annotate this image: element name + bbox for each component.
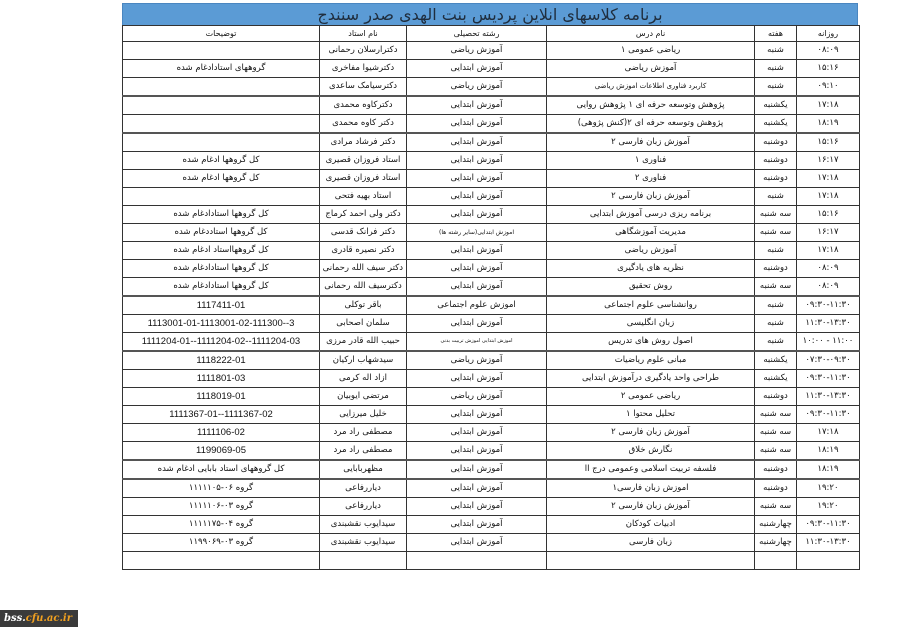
cell-time: ۱۵:۱۶ xyxy=(797,206,860,224)
cell-day: دوشنبه xyxy=(755,170,797,188)
cell-notes xyxy=(123,133,320,152)
cell-instructor: استاد بهیه فتحی xyxy=(320,188,407,206)
cell-day: شنبه xyxy=(755,315,797,333)
page-title: برنامه کلاسهای انلاین پردیس بنت الهدی صدر سنندج xyxy=(122,3,858,25)
cell-time: ۰۹:۳۰-۱۱:۳۰ xyxy=(797,406,860,424)
table-row xyxy=(123,460,860,479)
cell-field: آموزش ابتدایی xyxy=(407,460,547,479)
cell-notes: کل گروهها استاددغام شده xyxy=(123,224,320,242)
cell-instructor: باقر توکلی xyxy=(320,296,407,315)
cell-notes: گروه ۰۳-۱۱۱۱۱۰۶ xyxy=(123,498,320,516)
table-row xyxy=(123,406,860,424)
cell-day: شنبه xyxy=(755,296,797,315)
cell-instructor: مصطفی راد مرد xyxy=(320,424,407,442)
table-row xyxy=(123,370,860,388)
cell-course: فناوری ۲ xyxy=(547,170,755,188)
cell-instructor: مرتضی ایوبیان xyxy=(320,388,407,406)
cell-field: آموزش ابتدایی xyxy=(407,260,547,278)
table-row xyxy=(123,242,860,260)
cell-time: ۱۷:۱۸ xyxy=(797,96,860,115)
table-row xyxy=(123,442,860,461)
cell-course: زبان فارسی xyxy=(547,534,755,552)
cell-day: دوشنبه xyxy=(755,460,797,479)
cell-day: سه شنبه xyxy=(755,498,797,516)
cell-instructor: دکتر فرشاد مرادی xyxy=(320,133,407,152)
cell-course: ریاضی عمومی ۲ xyxy=(547,388,755,406)
cell-instructor: دکتر فرانک قدسی xyxy=(320,224,407,242)
table-row xyxy=(123,133,860,152)
cell-day: سه شنبه xyxy=(755,224,797,242)
cell-field: آموزش ابتدایی xyxy=(407,442,547,461)
cell-instructor: دیاررفاعی xyxy=(320,479,407,498)
cell-notes: 1111106-02 xyxy=(123,424,320,442)
cell-field: آموزش ریاضی xyxy=(407,78,547,97)
cell-instructor: دکتر سیف الله رحمانی xyxy=(320,260,407,278)
cell-course: اموزش زبان فارسی۱ xyxy=(547,479,755,498)
cell-time: ۰۷:۳۰-۰۹:۳۰ xyxy=(797,351,860,370)
cell-field: آموزش ابتدایی xyxy=(407,516,547,534)
cell-day: یکشنبه xyxy=(755,96,797,115)
cell-course: آموزش زبان فارسی ۲ xyxy=(547,498,755,516)
header-notes: توضیحات xyxy=(123,26,320,42)
cell-instructor: مظهربابایی xyxy=(320,460,407,479)
cell-notes: 1111367-01--1111367-02 xyxy=(123,406,320,424)
cell-instructor: دکترکاوه محمدی xyxy=(320,96,407,115)
cell-notes: 1118222-01 xyxy=(123,351,320,370)
cell-time: ۱۶:۱۷ xyxy=(797,152,860,170)
cell-field: آموزش ابتدایی xyxy=(407,133,547,152)
header-time: روزانه xyxy=(797,26,860,42)
table-row xyxy=(123,224,860,242)
cell-course: برنامه ریزی درسی آموزش ابتدایی xyxy=(547,206,755,224)
cell-day xyxy=(755,552,797,570)
cell-course: آموزش ریاضی xyxy=(547,60,755,78)
cell-day: چهارشنبه xyxy=(755,534,797,552)
watermark-part2: cfu.ac.ir xyxy=(25,613,72,624)
cell-instructor: دکترشیوا مفاخری xyxy=(320,60,407,78)
table-row xyxy=(123,78,860,97)
cell-time: ۱۶:۱۷ xyxy=(797,224,860,242)
cell-time: ۱۵:۱۶ xyxy=(797,60,860,78)
cell-day: سه شنبه xyxy=(755,442,797,461)
cell-course: پژوهش وتوسعه حرفه ای ۲(کنش پژوهی) xyxy=(547,115,755,134)
cell-field: آموزش ابتدایی xyxy=(407,479,547,498)
header-row xyxy=(123,26,860,42)
cell-time: ۰۹:۱۰ xyxy=(797,78,860,97)
table-row xyxy=(123,424,860,442)
cell-course: فناوری ۱ xyxy=(547,152,755,170)
table-row xyxy=(123,96,860,115)
cell-instructor: سلمان اصحابی xyxy=(320,315,407,333)
cell-time: ۱۰:۰۰ - ۱۱:۰۰ xyxy=(797,333,860,352)
table-row xyxy=(123,115,860,134)
cell-time: ۰۸:۰۹ xyxy=(797,42,860,60)
cell-time: ۱۸:۱۹ xyxy=(797,460,860,479)
cell-course xyxy=(547,552,755,570)
cell-day: دوشنبه xyxy=(755,260,797,278)
header-course: نام درس xyxy=(547,26,755,42)
table-row xyxy=(123,170,860,188)
cell-instructor: مصطفی راد مرد xyxy=(320,442,407,461)
cell-day: یکشنبه xyxy=(755,115,797,134)
cell-field: آموزش ابتدایی xyxy=(407,242,547,260)
cell-course: روش تحقیق xyxy=(547,278,755,297)
cell-field: آموزش ابتدایی xyxy=(407,206,547,224)
site-watermark xyxy=(0,610,78,627)
cell-instructor: حبیب الله قادر مرزی xyxy=(320,333,407,352)
header-day: هفته xyxy=(755,26,797,42)
cell-notes: 1111801-03 xyxy=(123,370,320,388)
cell-notes: گروه ۰۴-۱۱۱۱۱۷۵ xyxy=(123,516,320,534)
cell-field: آموزش ابتدایی xyxy=(407,370,547,388)
cell-notes: گروه ۰۳-۱۱۹۹۰۶۹ xyxy=(123,534,320,552)
cell-instructor: سیدایوب نقشبندی xyxy=(320,516,407,534)
cell-course: کاربرد فناوری اطلاعات اموزش ریاضی xyxy=(547,78,755,97)
cell-instructor: خلیل میرزایی xyxy=(320,406,407,424)
cell-day: سه شنبه xyxy=(755,406,797,424)
cell-notes: کل گروهها استادادغام شده xyxy=(123,278,320,297)
cell-field: آموزش ابتدایی xyxy=(407,406,547,424)
cell-field: آموزش ریاضی xyxy=(407,388,547,406)
watermark-part1: bss. xyxy=(4,613,26,624)
cell-day: دوشنبه xyxy=(755,152,797,170)
cell-course: آموزش زبان فارسی ۲ xyxy=(547,133,755,152)
cell-field: آموزش ریاضی xyxy=(407,351,547,370)
table-row xyxy=(123,552,860,570)
cell-course: پژوهش وتوسعه حرفه ای ۱ پژوهش روایی xyxy=(547,96,755,115)
cell-course: روانشناسی علوم اجتماعی xyxy=(547,296,755,315)
table-row xyxy=(123,534,860,552)
cell-instructor: دکتر کاوه محمدی xyxy=(320,115,407,134)
cell-field: آموزش ابتدایی xyxy=(407,152,547,170)
cell-notes xyxy=(123,552,320,570)
cell-notes: 1199069-05 xyxy=(123,442,320,461)
cell-day: سه شنبه xyxy=(755,278,797,297)
cell-notes: کل گروهها استادادغام شده xyxy=(123,206,320,224)
cell-field: آموزش ابتدایی xyxy=(407,96,547,115)
cell-instructor xyxy=(320,552,407,570)
cell-notes: 1113001-01-1113001-02-111300--3 xyxy=(123,315,320,333)
schedule-sheet xyxy=(122,3,858,570)
cell-notes xyxy=(123,115,320,134)
cell-instructor: دکترسیامک ساعدی xyxy=(320,78,407,97)
table-row xyxy=(123,42,860,60)
table-row xyxy=(123,152,860,170)
cell-course: تحلیل محتوا ۱ xyxy=(547,406,755,424)
cell-time: ۰۸:۰۹ xyxy=(797,260,860,278)
cell-time: ۱۷:۱۸ xyxy=(797,170,860,188)
cell-instructor: سیدشهاب ارکیان xyxy=(320,351,407,370)
table-row xyxy=(123,206,860,224)
cell-notes xyxy=(123,96,320,115)
cell-instructor: استاد فروزان قصیری xyxy=(320,170,407,188)
cell-day: شنبه xyxy=(755,42,797,60)
cell-notes xyxy=(123,42,320,60)
cell-instructor: دکتر نصیره قادری xyxy=(320,242,407,260)
cell-course: ریاضی عمومی ۱ xyxy=(547,42,755,60)
cell-day: یکشنبه xyxy=(755,351,797,370)
cell-field: آموزش ابتدایی xyxy=(407,170,547,188)
cell-field: آموزش ابتدایی xyxy=(407,534,547,552)
cell-instructor: دکتر ولی احمد کرماج xyxy=(320,206,407,224)
cell-field: آموزش ابتدایی xyxy=(407,115,547,134)
cell-field: آموزش ابتدایی xyxy=(407,188,547,206)
cell-time: ۰۹:۳۰-۱۱:۳۰ xyxy=(797,370,860,388)
cell-day: شنبه xyxy=(755,333,797,352)
cell-time: ۱۷:۱۸ xyxy=(797,242,860,260)
cell-field: آموزش ابتدایی xyxy=(407,498,547,516)
cell-course: مبانی علوم ریاضیات xyxy=(547,351,755,370)
cell-notes: 1111204-01--1111204-02--1111204-03 xyxy=(123,333,320,352)
cell-course: زبان انگلیسی xyxy=(547,315,755,333)
cell-time xyxy=(797,552,860,570)
cell-notes: کل گروههااستاد ادغام شده xyxy=(123,242,320,260)
table-row xyxy=(123,260,860,278)
cell-course: اصول روش های تدریس xyxy=(547,333,755,352)
cell-time: ۱۱:۳۰-۱۳:۳۰ xyxy=(797,388,860,406)
cell-notes: گروه ۰۶-۱۱۱۱۱۰۵ xyxy=(123,479,320,498)
cell-notes: کل گروهها ادغام شده xyxy=(123,170,320,188)
cell-time: ۱۹:۲۰ xyxy=(797,498,860,516)
table-row xyxy=(123,479,860,498)
cell-time: ۱۹:۲۰ xyxy=(797,479,860,498)
table-row xyxy=(123,188,860,206)
cell-day: دوشنبه xyxy=(755,388,797,406)
cell-day: دوشنبه xyxy=(755,479,797,498)
cell-time: ۱۸:۱۹ xyxy=(797,115,860,134)
cell-course: ادبیات کودکان xyxy=(547,516,755,534)
cell-notes: کل گروهها ادغام شده xyxy=(123,152,320,170)
cell-day: سه شنبه xyxy=(755,424,797,442)
cell-course: نظریه های یادگیری xyxy=(547,260,755,278)
cell-course: مدیریت آموزشگاهی xyxy=(547,224,755,242)
table-row xyxy=(123,60,860,78)
cell-day: یکشنبه xyxy=(755,370,797,388)
cell-course: آموزش زبان فارسی ۲ xyxy=(547,188,755,206)
cell-time: ۱۸:۱۹ xyxy=(797,442,860,461)
cell-time: ۱۱:۳۰-۱۳:۳۰ xyxy=(797,315,860,333)
cell-notes: 1118019-01 xyxy=(123,388,320,406)
cell-field: آموزش ابتدایی xyxy=(407,278,547,297)
cell-day: دوشنبه xyxy=(755,133,797,152)
table-row xyxy=(123,516,860,534)
cell-notes xyxy=(123,78,320,97)
cell-field xyxy=(407,552,547,570)
cell-instructor: دکترارسلان رحمانی xyxy=(320,42,407,60)
cell-course: نگارش خلاق xyxy=(547,442,755,461)
cell-field: آموزش ابتدایی xyxy=(407,424,547,442)
cell-instructor: دیاررفاعی xyxy=(320,498,407,516)
cell-instructor: ازاد اله کرمی xyxy=(320,370,407,388)
table-row xyxy=(123,296,860,315)
cell-notes: کل گروههای استاد بابایی ادغام شده xyxy=(123,460,320,479)
cell-time: ۱۵:۱۶ xyxy=(797,133,860,152)
cell-notes: 1117411-01 xyxy=(123,296,320,315)
cell-instructor: استاد فروزان قصیری xyxy=(320,152,407,170)
cell-course: طراحی واحد یادگیری درآموزش ابتدایی xyxy=(547,370,755,388)
cell-notes xyxy=(123,188,320,206)
cell-day: شنبه xyxy=(755,242,797,260)
cell-day: سه شنبه xyxy=(755,206,797,224)
cell-course: فلسفه تربیت اسلامی وعمومی درج اا xyxy=(547,460,755,479)
schedule-table xyxy=(122,25,860,570)
cell-field: آموزش ریاضی xyxy=(407,42,547,60)
cell-time: ۰۸:۰۹ xyxy=(797,278,860,297)
cell-time: ۱۷:۱۸ xyxy=(797,424,860,442)
cell-notes: کل گروهها استادادغام شده xyxy=(123,260,320,278)
cell-field: آموزش ابتدایی xyxy=(407,60,547,78)
table-row xyxy=(123,351,860,370)
cell-day: چهارشنبه xyxy=(755,516,797,534)
table-row xyxy=(123,498,860,516)
cell-day: شنبه xyxy=(755,78,797,97)
table-row xyxy=(123,278,860,297)
cell-course: آموزش ریاضی xyxy=(547,242,755,260)
table-row xyxy=(123,388,860,406)
cell-field: اموزش ابتدایی(سایر رشته ها) xyxy=(407,224,547,242)
cell-day: شنبه xyxy=(755,188,797,206)
cell-time: ۱۱:۳۰-۱۳:۳۰ xyxy=(797,534,860,552)
cell-time: ۰۹:۳۰-۱۱:۳۰ xyxy=(797,296,860,315)
table-row xyxy=(123,333,860,352)
cell-field: آموزش ابتدایی xyxy=(407,315,547,333)
table-row xyxy=(123,315,860,333)
cell-course: آموزش زبان فارسی ۲ xyxy=(547,424,755,442)
cell-time: ۱۷:۱۸ xyxy=(797,188,860,206)
cell-field: اموزش علوم اجتماعی xyxy=(407,296,547,315)
header-instructor: نام استاد xyxy=(320,26,407,42)
cell-field: اموزش ابتدایی اموزش تربیت بدنی xyxy=(407,333,547,352)
cell-instructor: دکترسیف الله رحمانی xyxy=(320,278,407,297)
cell-time: ۰۹:۳۰-۱۱:۳۰ xyxy=(797,516,860,534)
cell-instructor: سیدایوب نقشبندی xyxy=(320,534,407,552)
cell-day: شنبه xyxy=(755,60,797,78)
cell-notes: گروههای استادادغام شده xyxy=(123,60,320,78)
header-field: رشته تحصیلی xyxy=(407,26,547,42)
